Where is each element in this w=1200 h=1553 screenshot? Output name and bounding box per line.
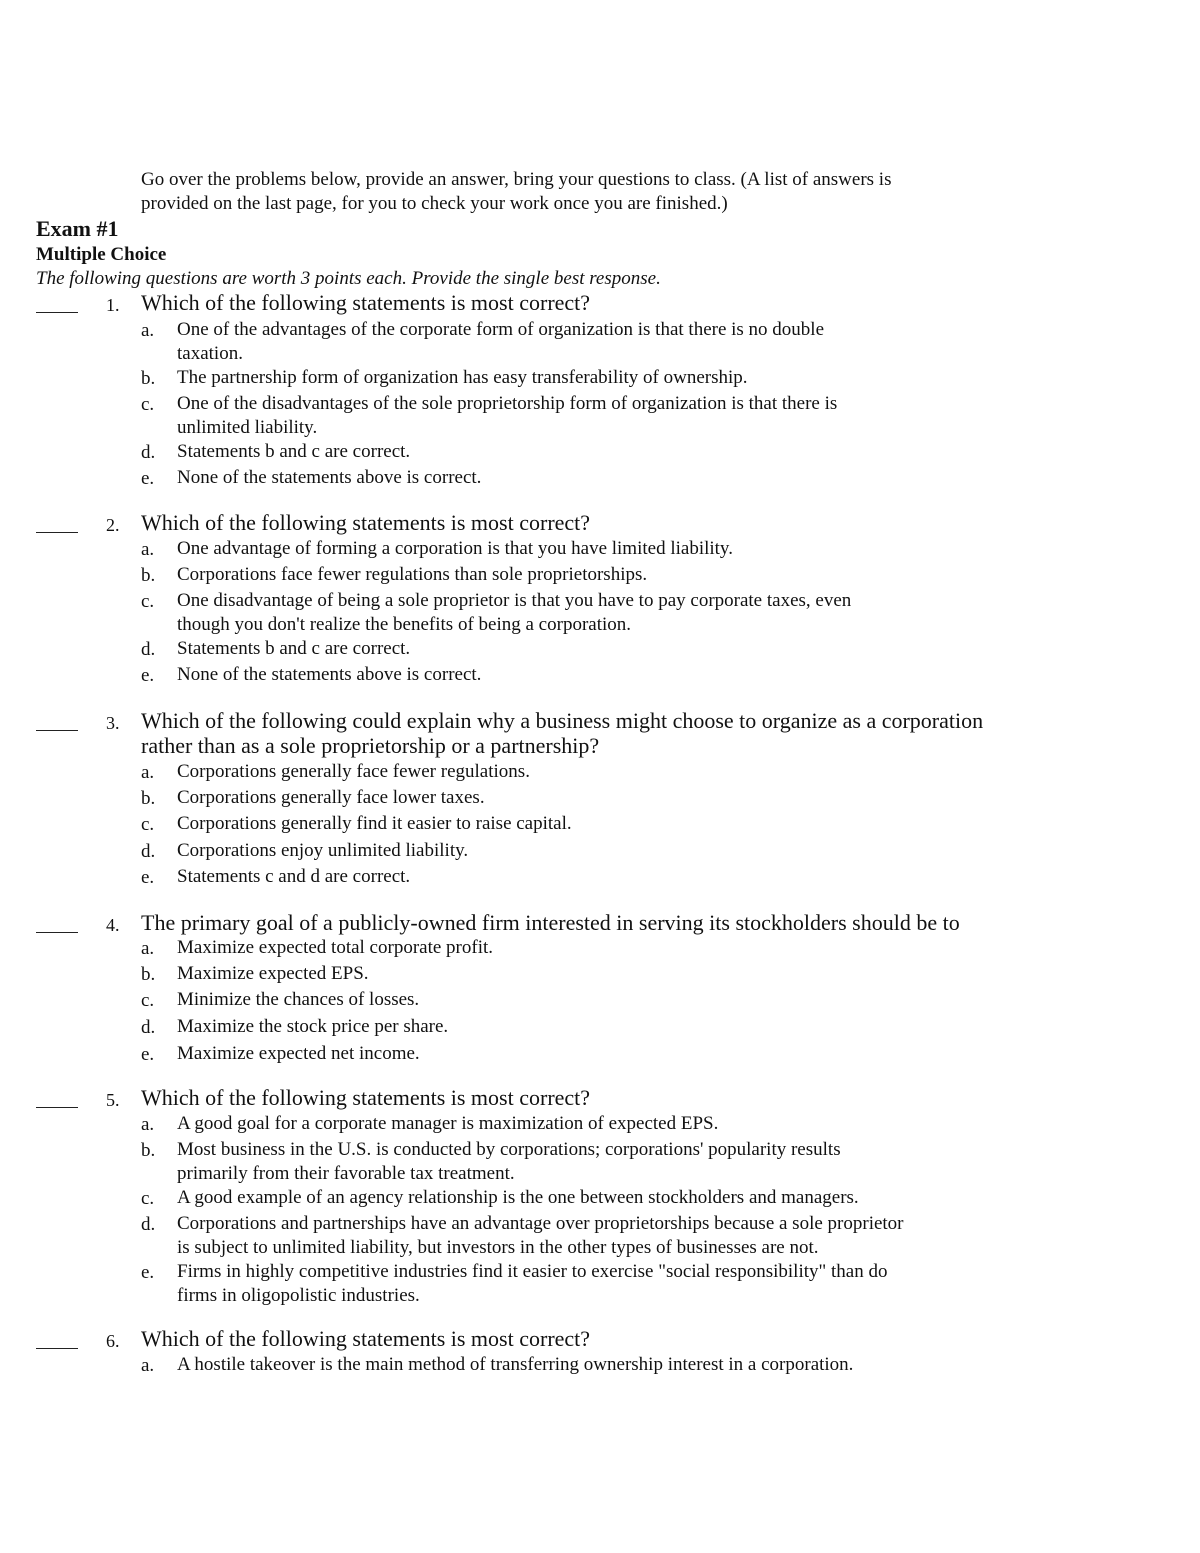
option-letter: a. xyxy=(141,762,155,783)
option-e xyxy=(0,864,1200,890)
option-list xyxy=(0,536,1200,688)
question-text-line: Which of the following statements is most correct? xyxy=(141,1326,591,1351)
option-text-line: Maximize the stock price per share. xyxy=(177,1016,449,1037)
option-d xyxy=(0,1211,1200,1259)
option-letter: d. xyxy=(141,841,156,862)
option-e xyxy=(0,662,1200,688)
question-number: 6. xyxy=(106,1331,120,1351)
question-text-line: rather than as a sole proprietorship or a partnership? xyxy=(141,733,600,758)
option-text-line: Corporations generally find it easier to raise capital. xyxy=(177,813,572,834)
question-text-line: Which of the following statements is most correct? xyxy=(141,1085,591,1110)
intro-line: Go over the problems below, provide an answer, bring your questions to class. (A list of answers is xyxy=(141,169,892,190)
option-text xyxy=(177,838,1200,863)
option-text-line: unlimited liability. xyxy=(177,417,318,438)
option-text xyxy=(177,759,1200,784)
option-letter: e. xyxy=(141,468,155,489)
option-text-line: None of the statements above is correct. xyxy=(177,467,482,488)
option-text-line: firms in oligopolistic industries. xyxy=(177,1285,420,1306)
option-text xyxy=(177,317,1200,366)
option-text xyxy=(177,785,1200,810)
option-text xyxy=(177,961,1200,986)
option-text xyxy=(177,1211,1200,1260)
option-letter: b. xyxy=(141,368,156,389)
option-letter: a. xyxy=(141,539,155,560)
option-list xyxy=(0,1352,1200,1378)
option-text xyxy=(177,1041,1200,1066)
option-b xyxy=(0,365,1200,391)
option-list xyxy=(0,317,1200,491)
answer-blank[interactable] xyxy=(36,1107,78,1108)
option-c xyxy=(0,811,1200,838)
option-text-line: Most business in the U.S. is conducted by corporations; corporations' popularity results xyxy=(177,1139,841,1160)
option-text xyxy=(177,439,1200,464)
option-a xyxy=(0,1352,1200,1378)
question-text-line: Which of the following statements is most correct? xyxy=(141,510,591,535)
option-text-line: is subject to unlimited liability, but investors in the other types of businesses are not. xyxy=(177,1237,819,1258)
option-text-line: Firms in highly competitive industries find it easier to exercise "social responsibility" than do xyxy=(177,1261,888,1282)
answer-blank[interactable] xyxy=(36,1348,78,1349)
option-text-line: One of the advantages of the corporate form of organization is that there is no double xyxy=(177,319,825,340)
option-d xyxy=(0,838,1200,864)
intro-paragraph xyxy=(141,168,1041,216)
option-text-line: Corporations and partnerships have an advantage over proprietorships because a sole proprietor xyxy=(177,1213,904,1234)
option-text xyxy=(177,465,1200,490)
option-letter: a. xyxy=(141,320,155,341)
option-letter: a. xyxy=(141,1114,155,1135)
option-text-line: Corporations face fewer regulations than sole proprietorships. xyxy=(177,564,648,585)
question-text-line: The primary goal of a publicly-owned firm interested in serving its stockholders should be to xyxy=(141,910,960,935)
option-text-line: primarily from their favorable tax treatment. xyxy=(177,1163,515,1184)
option-letter: c. xyxy=(141,394,155,415)
question-text xyxy=(141,1326,1071,1351)
option-text-line: A good goal for a corporate manager is maximization of expected EPS. xyxy=(177,1113,719,1134)
option-text-line: One of the disadvantages of the sole proprietorship form of organization is that there is xyxy=(177,393,838,414)
option-text-line: Maximize expected total corporate profit. xyxy=(177,937,494,958)
question-number: 3. xyxy=(106,713,120,733)
option-b xyxy=(0,562,1200,588)
option-text xyxy=(177,864,1200,889)
option-text-line: One advantage of forming a corporation is that you have limited liability. xyxy=(177,538,733,559)
option-e xyxy=(0,1259,1200,1307)
option-c xyxy=(0,391,1200,439)
option-letter: a. xyxy=(141,938,155,959)
option-d xyxy=(0,439,1200,465)
option-text xyxy=(177,662,1200,687)
option-a xyxy=(0,536,1200,562)
option-text-line: Corporations generally face lower taxes. xyxy=(177,787,485,808)
option-list xyxy=(0,935,1200,1067)
option-d xyxy=(0,1014,1200,1041)
option-list xyxy=(0,759,1200,890)
option-letter: c. xyxy=(141,814,155,835)
option-e xyxy=(0,1041,1200,1067)
question-number: 4. xyxy=(106,915,120,935)
question-number: 5. xyxy=(106,1090,120,1110)
option-text-line: None of the statements above is correct. xyxy=(177,664,482,685)
option-list xyxy=(0,1111,1200,1307)
option-a xyxy=(0,759,1200,785)
exam-title: Exam #1 xyxy=(36,216,119,241)
option-letter: e. xyxy=(141,867,155,888)
option-text xyxy=(177,536,1200,561)
option-a xyxy=(0,1111,1200,1137)
answer-blank[interactable] xyxy=(36,730,78,731)
option-text xyxy=(177,1259,1200,1308)
option-text-line: Statements b and c are correct. xyxy=(177,441,411,462)
option-letter: e. xyxy=(141,665,155,686)
option-c xyxy=(0,588,1200,636)
option-b xyxy=(0,961,1200,987)
option-d xyxy=(0,636,1200,662)
option-text-line: taxation. xyxy=(177,343,243,364)
option-b xyxy=(0,785,1200,811)
option-text xyxy=(177,1014,1200,1039)
option-text xyxy=(177,1111,1200,1136)
option-text xyxy=(177,935,1200,960)
instructions: The following questions are worth 3 points each. Provide the single best response. xyxy=(36,268,661,289)
option-e xyxy=(0,465,1200,491)
question-text-line: Which of the following could explain why a business might choose to organize as a corporation xyxy=(141,708,984,733)
option-text xyxy=(177,365,1200,390)
option-letter: c. xyxy=(141,990,155,1011)
option-letter: b. xyxy=(141,964,156,985)
question-text xyxy=(141,510,1071,535)
section-title: Multiple Choice xyxy=(36,244,167,265)
option-c xyxy=(0,1185,1200,1211)
question-text-line: Which of the following statements is most correct? xyxy=(141,290,591,315)
option-a xyxy=(0,317,1200,365)
option-text xyxy=(177,588,1200,637)
option-text-line: The partnership form of organization has easy transferability of ownership. xyxy=(177,367,748,388)
option-text-line: Maximize expected net income. xyxy=(177,1043,420,1064)
option-text xyxy=(177,562,1200,587)
option-letter: d. xyxy=(141,639,156,660)
option-text xyxy=(177,1185,1200,1210)
option-text-line: Statements c and d are correct. xyxy=(177,866,411,887)
answer-blank[interactable] xyxy=(36,932,78,933)
option-letter: c. xyxy=(141,1188,155,1209)
option-text-line: Corporations enjoy unlimited liability. xyxy=(177,840,469,861)
option-text-line: Maximize expected EPS. xyxy=(177,963,369,984)
option-text xyxy=(177,1137,1200,1186)
question-text xyxy=(141,1085,1071,1110)
option-letter: c. xyxy=(141,591,155,612)
option-letter: b. xyxy=(141,788,156,809)
option-b xyxy=(0,1137,1200,1185)
option-text-line: A hostile takeover is the main method of transferring ownership interest in a corporation. xyxy=(177,1354,854,1375)
option-text-line: though you don't realize the benefits of being a corporation. xyxy=(177,614,632,635)
option-text-line: Minimize the chances of losses. xyxy=(177,989,420,1010)
option-letter: d. xyxy=(141,1214,156,1235)
option-letter: b. xyxy=(141,565,156,586)
option-text xyxy=(177,811,1200,836)
option-text-line: A good example of an agency relationship is the one between stockholders and managers. xyxy=(177,1187,859,1208)
option-text-line: One disadvantage of being a sole proprietor is that you have to pay corporate taxes, even xyxy=(177,590,852,611)
option-letter: d. xyxy=(141,1017,156,1038)
option-a xyxy=(0,935,1200,961)
question-text xyxy=(141,290,1071,315)
option-text xyxy=(177,391,1200,440)
option-letter: a. xyxy=(141,1355,155,1376)
option-letter: e. xyxy=(141,1044,155,1065)
intro-line: provided on the last page, for you to check your work once you are finished.) xyxy=(141,193,728,214)
question-number: 2. xyxy=(106,515,120,535)
option-c xyxy=(0,987,1200,1014)
answer-blank[interactable] xyxy=(36,532,78,533)
option-letter: d. xyxy=(141,442,156,463)
option-text-line: Corporations generally face fewer regulations. xyxy=(177,761,530,782)
question-text xyxy=(141,708,1071,758)
option-text xyxy=(177,987,1200,1012)
option-text-line: Statements b and c are correct. xyxy=(177,638,411,659)
answer-blank[interactable] xyxy=(36,312,78,313)
option-text xyxy=(177,1352,1200,1377)
option-text xyxy=(177,636,1200,661)
question-number: 1. xyxy=(106,295,120,315)
question-text xyxy=(141,910,1071,935)
option-letter: b. xyxy=(141,1140,156,1161)
option-letter: e. xyxy=(141,1262,155,1283)
